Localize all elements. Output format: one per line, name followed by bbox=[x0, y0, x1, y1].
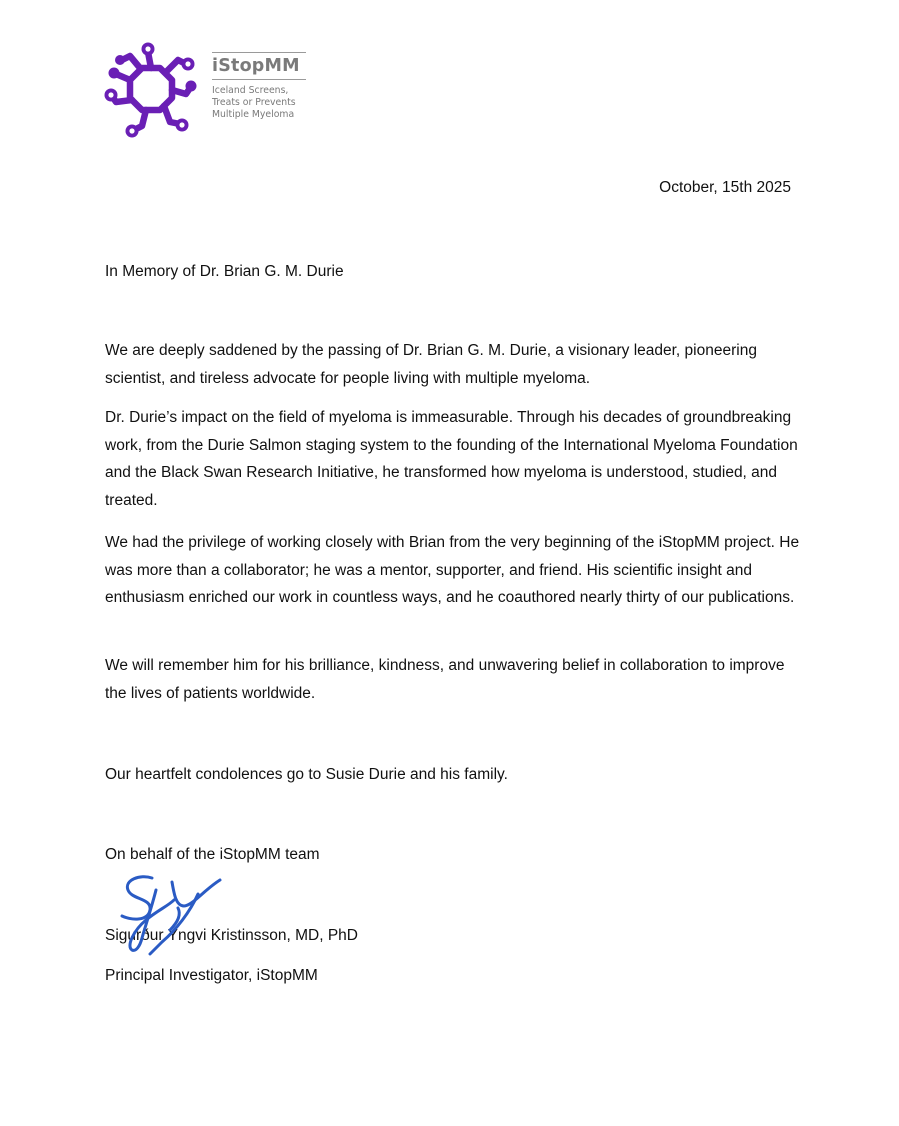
logo-brand-name: iStopMM bbox=[212, 56, 300, 76]
logo-bottom-rule bbox=[212, 79, 306, 80]
letter-date: October, 15th 2025 bbox=[659, 179, 791, 196]
letter-paragraph: We had the privilege of working closely with Brian from the very beginning of the iStopMM project. He was more than a collaborator; he was a mentor, supporter, and friend. His scientific insight and enthusiasm enriched our work in countless ways, and he coauthored nearly thirty of our publications. bbox=[105, 534, 800, 606]
letter-paragraph: Dr. Durie’s impact on the field of myeloma is immeasurable. Through his decades of groundbreaking work, from the Durie Salmon staging system to the founding of the International Myeloma Foundation and the Black Swan Research Initiative, he transformed how myeloma is understood, studied, and treated. bbox=[105, 409, 798, 509]
logo-tagline-line: Iceland Screens, bbox=[212, 85, 289, 96]
logo-top-rule bbox=[212, 52, 306, 53]
istopmm-logo bbox=[104, 40, 314, 140]
letter-paragraph: We will remember him for his brilliance, kindness, and unwavering belief in collaboration to improve the lives of patients worldwide. bbox=[105, 657, 785, 702]
letter-condolences: Our heartfelt condolences go to Susie Durie and his family. bbox=[105, 766, 508, 783]
istopmm-logo-mark-icon bbox=[104, 40, 200, 138]
handwritten-signature-icon bbox=[112, 872, 232, 956]
logo-wordmark bbox=[212, 52, 308, 120]
logo-tagline bbox=[212, 85, 308, 120]
letter-closing: On behalf of the iStopMM team bbox=[105, 846, 320, 863]
logo-tagline-line: Treats or Prevents bbox=[212, 96, 296, 108]
logo-tagline-line: Multiple Myeloma bbox=[212, 108, 295, 120]
letter-paragraph: We are deeply saddened by the passing of Dr. Brian G. M. Durie, a visionary leader, pioneering scientist, and tireless advocate for people living with multiple myeloma. bbox=[105, 342, 757, 387]
signer-title: Principal Investigator, iStopMM bbox=[105, 967, 318, 984]
letter-heading: In Memory of Dr. Brian G. M. Durie bbox=[105, 263, 344, 280]
signer-name: Sigurður Yngvi Kristinsson, MD, PhD bbox=[105, 927, 358, 944]
